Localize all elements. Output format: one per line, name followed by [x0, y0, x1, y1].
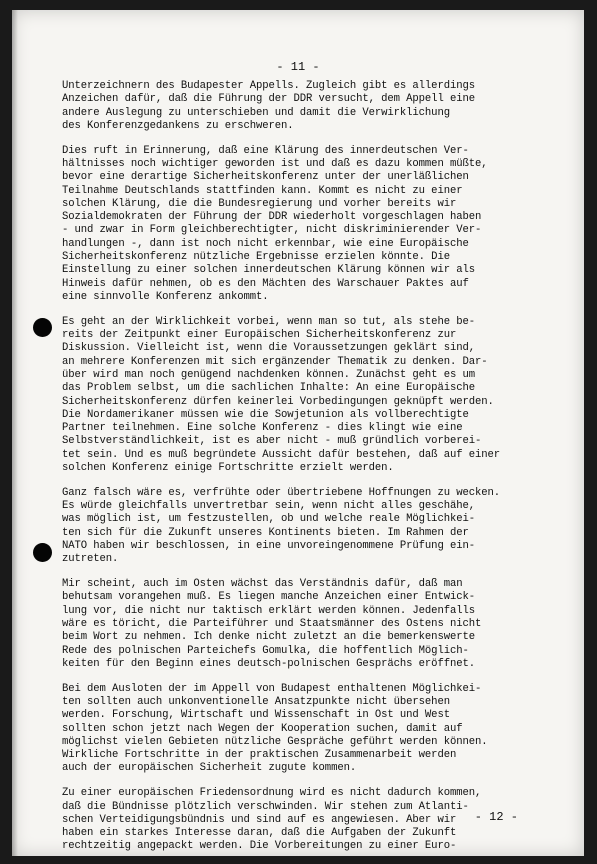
punch-hole-upper	[33, 318, 52, 337]
paragraph-1: Unterzeichnern des Budapester Appells. Zugleich gibt es allerdings Anzeichen dafür, daß die Führung der DDR versucht, dem Appell eine andere Auslegung zu unterschieben und damit die Verwirklichung des Konferenzgedankens zu erschweren.	[62, 80, 475, 132]
paragraph-3: Es geht an der Wirklichkeit vorbei, wenn man so tut, als stehe be- reits der Zeitpunkt einer Europäischen Sicherheitskonferenz zur Diskussion. Vielleicht ist, wenn die Voraussetzungen geklärt sind, an mehrere Konferenzen mit sich ergänzender Thematik zu denken. Dar- über wird man noch genügend nachdenken können. Zunächst geht es um das Problem selbst, um die sachlichen Inhalte: An eine Europäische Sicherheitskonferenz dürfen keinerlei Vorbedingungen geknüpft werden. Die Nordamerikaner müssen wie die Sowjetunion als vollberechtigte Partner teilnehmen. Eine solche Konferenz - dies klingt wie eine Selbstverständlichkeit, ist es aber nicht - muß gründlich vorberei- tet sein. Und es muß begründete Aussicht dafür bestehen, daß auf einer solchen Konferenz einige Fortschritte erzielt werden.	[62, 315, 501, 475]
next-page-number: - 12 -	[474, 810, 518, 824]
paragraph-4: Ganz falsch wäre es, verfrühte oder übertriebene Hoffnungen zu wecken. Es würde gleichfalls unvertretbar sein, wenn nicht alles geschähe, was möglich ist, um festzustellen, ob und welche reale Möglichkei- ten sich für die Zukunft unseres Kontinents bieten. Im Rahmen der NATO haben wir beschlossen, in eine unvoreingenommene Prüfung ein- zutreten.	[62, 486, 501, 566]
punch-hole-lower	[33, 543, 52, 562]
paragraph-6: Bei dem Ausloten der im Appell von Budapest enthaltenen Möglichkei- ten sollten auch unkonventionelle Ansatzpunkte nicht übersehen werden. Forschung, Wirtschaft und Wissenschaft in Ost und West sollten schon jetzt nach Wegen der Kooperation suchen, damit auf möglichst vielen Gebieten nützliche Gespräche geführt werden können. Wirkliche Fortschritte in der praktischen Zusammenarbeit werden auch der europäischen Sicherheit zugute kommen.	[62, 682, 488, 775]
document-body	[62, 80, 572, 856]
paragraph-5: Mir scheint, auch im Osten wächst das Verständnis dafür, daß man behutsam vorangehen muß. Es liegen manche Anzeichen einer Entwick- lung vor, die nicht nur taktisch erklärt werden können. Jedenfalls wäre es töricht, die Parteiführer und Staatsmänner des Ostens nicht beim Wort zu nehmen. Ich denke nicht zuletzt an die bemerkenswerte Rede des polnischen Parteichefs Gomulka, die hoffentlich Möglich- keiten für den Beginn eines deutsch-polnischen Gesprächs eröffnet.	[62, 578, 482, 670]
page-number-header: - 11 -	[276, 60, 320, 74]
scan-edge-shadow	[12, 10, 18, 856]
document-page	[12, 10, 584, 856]
paragraph-2: Dies ruft in Erinnerung, daß eine Klärung des innerdeutschen Ver- hältnisses noch wichtiger geworden ist und daß es dazu kommen müßte, bevor eine derartige Sicherheitskonferenz unter der unerläßlichen Teilnahme Deutschlands stattfinden kann. Kommt es nicht zu einer solchen Klärung, die die Bundesregierung und vorher bereits wir Sozialdemokraten der Führung der DDR wiederholt vorgeschlagen haben - und zwar in Form gleichberechtigter, nicht diskriminierender Ver- handlungen -, dann ist noch nicht erkennbar, wie eine Europäische Sicherheitskonferenz nützliche Ergebnisse erzielen könnte. Die Einstellung zu einer solchen innerdeutschen Klärung können wir als Hinweis dafür nehmen, ob es den Mächten des Warschauer Paktes auf eine sinnvolle Konferenz ankommt.	[62, 144, 488, 303]
paragraph-7: Zu einer europäischen Friedensordnung wird es nicht dadurch kommen, daß die Bündnisse plötzlich verschwinden. Wir stehen zum Atlanti- schen Verteidigungsbündnis und sind auf es angewiesen. Aber wir haben ein starkes Interesse daran, daß die Aufgaben der Zukunft rechtzeitig angepackt werden. Die Vorbereitungen zu einer Euro-	[62, 787, 482, 853]
